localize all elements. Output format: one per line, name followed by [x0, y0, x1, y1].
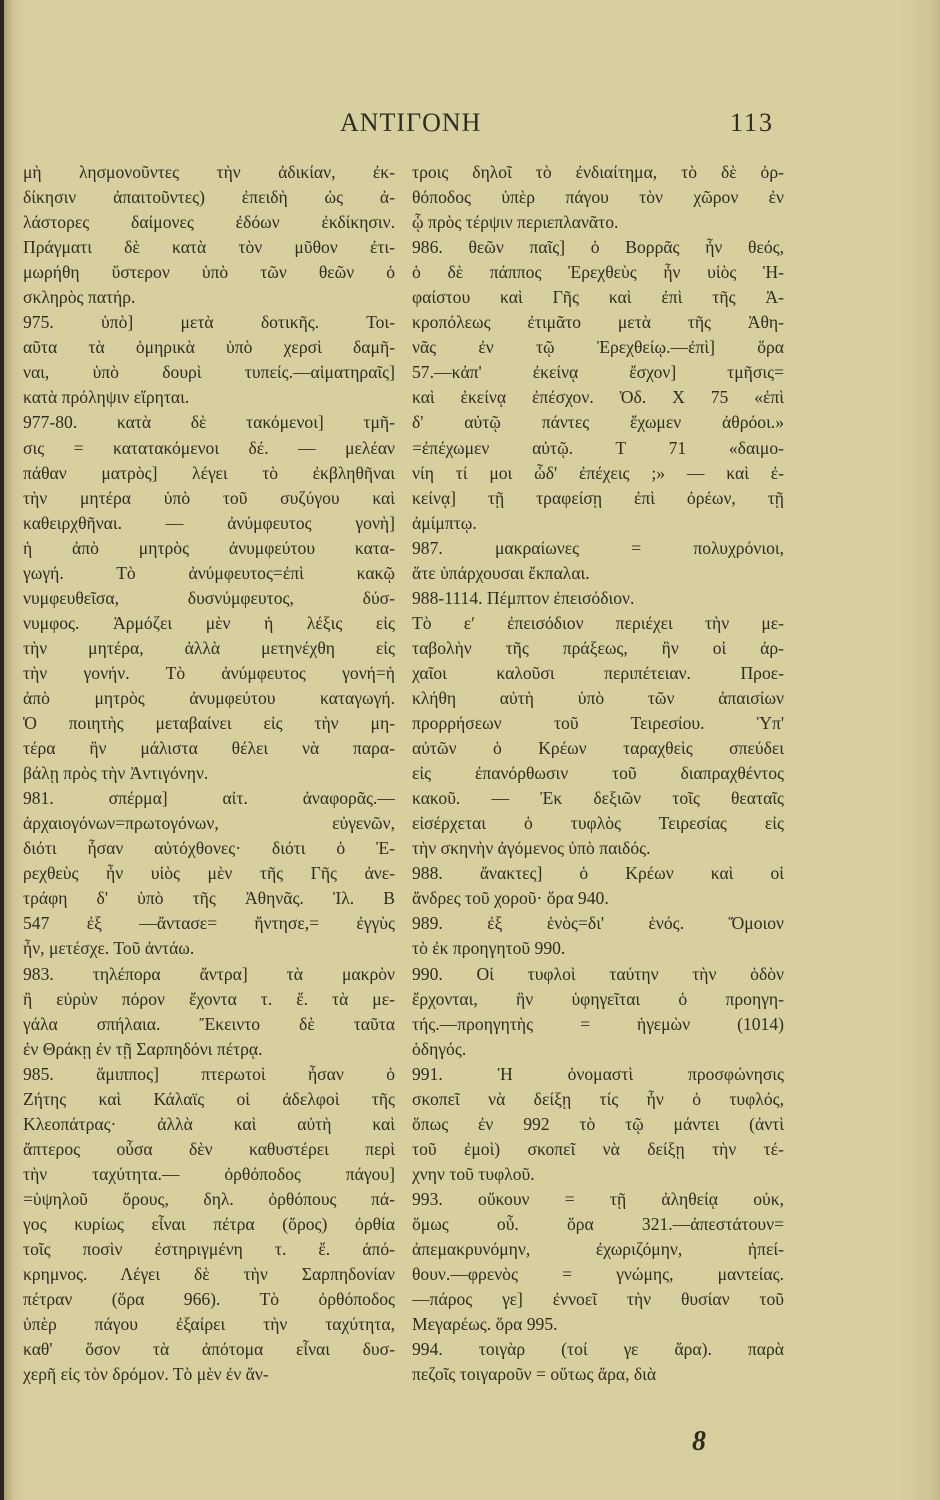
- text-line: ἄπτερος οὖσα δὲν καθυστέρει περὶ: [23, 1138, 395, 1159]
- text-line: νυμφευθεῖσα, δυσνύμφευτος, δύσ-: [23, 587, 395, 608]
- text-line: =ὑψηλοῦ ὄρους, δηλ. ὀρθόπους πά-: [23, 1188, 395, 1209]
- text-line: 547 ἐξ —ἄντασε= ἤντησε,= ἐγγὺς: [23, 913, 395, 934]
- text-line: κακοῦ. — Ἐκ δεξιῶν τοῖς θεαταῖς: [412, 788, 784, 809]
- text-line: πάθαν ματρὸς] λέγει τὸ ἐκβληθῆναι: [23, 462, 395, 483]
- text-line: τοῦ ἐμοὶ) σκοπεῖ νὰ δείξῃ τὴν τέ-: [412, 1138, 784, 1159]
- text-line: ἀρχαιογόνων=πρωτογόνων, εὐγενῶν,: [23, 813, 395, 834]
- text-line: καθ' ὅσον τὰ ἀπότομα εἶναι δυσ-: [23, 1339, 395, 1360]
- text-line: Ὁ ποιητὴς μεταβαίνει εἰς τὴν μη-: [23, 713, 395, 734]
- text-line: ναι, ὑπὸ δουρὶ τυπείς.—αἱματηραῖς]: [23, 362, 395, 383]
- text-line: αῦτα τὰ ὁμηρικὰ ὑπὸ χερσὶ δαμῆ-: [23, 337, 395, 358]
- text-line: 988-1114. Πέμπτον ἐπεισόδιον.: [412, 587, 635, 608]
- text-line: γος κυρίως εἶναι πέτρα (ὄρος) ὀρθία: [23, 1213, 395, 1234]
- text-line: θόποδος ὑπὲρ πάγου τὸν χῶρον ἐν: [412, 187, 784, 208]
- text-line: 989. ἐξ ἑνὸς=δι' ἑνός. Ὅμοιον: [412, 913, 784, 934]
- text-line: βάλῃ πρὸς τὴν Ἀντιγόνην.: [23, 763, 209, 784]
- running-title: ΑΝΤΙΓΟΝΗ: [340, 108, 482, 137]
- text-line: 981. σπέρμα] αἰτ. ἀναφορᾶς.—: [23, 788, 395, 809]
- text-line: ἔρχονται, ἣν ὑφηγεῖται ὁ προηγη-: [412, 988, 784, 1009]
- text-line: 993. οὔκουν = τῇ ἀληθείᾳ οὐκ,: [412, 1188, 784, 1209]
- text-line: 991. Ἡ ὀνομαστὶ προσφώνησις: [412, 1063, 784, 1084]
- text-line: 988. ἄνακτες] ὁ Κρέων καὶ οἱ: [412, 863, 784, 884]
- text-line: 975. ὑπὸ] μετὰ δοτικῆς. Τοι-: [23, 312, 395, 333]
- text-line: 985. ἅμιππος] πτερωτοὶ ἦσαν ὁ: [23, 1063, 395, 1084]
- text-line: προρρήσεων τοῦ Τειρεσίου. Ὑπ': [412, 713, 784, 734]
- text-line: λάστορες δαίμονες ἐδόων ἐκδίκησιν.: [23, 212, 395, 233]
- text-line: 987. μακραίωνες = πολυχρόνιοι,: [412, 537, 784, 558]
- text-line: 977-80. κατὰ δὲ τακόμενοι] τμῆ-: [23, 412, 395, 433]
- text-line: καθειρχθῆναι. — ἀνύμφευτος γονὴ]: [23, 512, 395, 533]
- text-line: ἀπὸ μητρὸς ἀνυμφεύτου καταγωγή.: [23, 687, 395, 708]
- text-line: σις = κατατακόμενοι δέ. — μελέαν: [23, 437, 395, 458]
- text-line: νίη τί μοι ὧδ' ἐπέχεις ;» — καὶ ἐ-: [412, 462, 784, 483]
- text-line: μωρήθη ὕστερον ὑπὸ τῶν θεῶν ὁ: [23, 262, 395, 283]
- text-line: χερῆ εἰς τὸν δρόμον. Τὸ μὲν ἐν ἄν-: [23, 1364, 269, 1385]
- text-line: εἰσέρχεται ὁ τυφλὸς Τειρεσίας εἰς: [412, 813, 784, 834]
- text-line: χνην τοῦ τυφλοῦ.: [412, 1163, 535, 1184]
- text-line: εἰς ἐπανόρθωσιν τοῦ διαπραχθέντος: [412, 763, 784, 784]
- text-line: 57.—κἀπ' ἐκείνᾳ ἔσχον] τμῆσις=: [412, 362, 784, 383]
- text-line: σκοπεῖ νὰ δείξῃ τίς ἦν ὁ τυφλός,: [412, 1088, 784, 1109]
- text-line: ταβολὴν τῆς πράξεως, ἣν οἱ ἀρ-: [412, 637, 784, 658]
- text-line: σκληρὸς πατήρ.: [23, 287, 136, 308]
- text-line: πεζοῖς τοιγαροῦν = οὕτως ἄρα, διὰ: [412, 1364, 657, 1385]
- text-line: κροπόλεως ἐτιμᾶτο μετὰ τῆς Ἀθη-: [412, 312, 784, 333]
- text-line: αὐτῶν ὁ Κρέων ταραχθεὶς σπεύδει: [412, 738, 784, 759]
- text-line: ρεχθεὺς ἦν υἱὸς μὲν τῆς Γῆς ἀνε-: [23, 863, 395, 884]
- text-line: ᾧ πρὸς τέρψιν περιεπλανᾶτο.: [412, 212, 619, 233]
- left-column: [23, 160, 395, 1387]
- text-line: Κλεοπάτρας· ἀλλὰ καὶ αὐτὴ καὶ: [23, 1113, 395, 1134]
- text-line: τράφη δ' ὑπὸ τῆς Ἀθηνᾶς. Ἰλ. Β: [23, 888, 395, 909]
- text-line: ὑπὲρ πάγου ἐξαίρει τὴν ταχύτητα,: [23, 1314, 395, 1335]
- text-line: ὅμως οὖ. ὅρα 321.—ἀπεστάτουν=: [412, 1213, 784, 1234]
- text-line: μὴ λησμονοῦντες τὴν ἀδικίαν, ἐκ-: [23, 162, 395, 182]
- text-line: —πάρος γε] ἐννοεῖ τὴν θυσίαν τοῦ: [412, 1289, 784, 1310]
- text-line: ἦν, μετέσχε. Τοῦ ἀντάω.: [23, 938, 195, 959]
- text-line: ὁ δὲ πάππος Ἐρεχθεὺς ἦν υἱὸς Ἡ-: [412, 262, 784, 283]
- text-line: 986. θεῶν παῖς] ὁ Βορρᾶς ἦν θεός,: [412, 237, 784, 258]
- page-number: 113: [730, 108, 775, 137]
- text-line: θουν.—φρενὸς = γνώμης, μαντείας.: [412, 1264, 784, 1285]
- running-head: [0, 108, 940, 142]
- text-line: κείνᾳ] τῇ τραφείσῃ ἐπὶ ὀρέων, τῇ: [412, 487, 784, 508]
- signature-mark: 8: [692, 1426, 706, 1457]
- text-line: φαίστου καὶ Γῆς καὶ ἐπὶ τῆς Ἀ-: [412, 287, 784, 308]
- text-line: τὴν μητέρα ὑπὸ τοῦ συζύγου καὶ: [23, 487, 395, 508]
- text-line: ἐν Θράκῃ ἐν τῇ Σαρπηδόνι πέτρᾳ.: [23, 1038, 263, 1059]
- text-line: καὶ ἐκείνᾳ ἐπέσχον. Ὀδ. Χ 75 «ἐπὶ: [412, 387, 784, 408]
- text-line: πέτραν (ὅρα 966). Τὸ ὀρθόποδος: [23, 1289, 395, 1310]
- text-line: τὴν μητέρα, ἀλλὰ μετηνέχθη εἰς: [23, 637, 395, 658]
- text-line: διότι ἦσαν αὐτόχθονες· διότι ὁ Ἐ-: [23, 838, 395, 859]
- right-column: [412, 160, 784, 1387]
- text-line: κλήθη αὐτὴ ὑπὸ τῶν ἀπαισίων: [412, 687, 784, 708]
- text-line: τής.—προηγητὴς = ἡγεμὼν (1014): [412, 1013, 784, 1034]
- text-line: ἡ ἀπὸ μητρὸς ἀνυμφεύτου κατα-: [23, 537, 395, 558]
- text-line: τὸ ἐκ προηγητοῦ 990.: [412, 938, 566, 959]
- text-line: Μεγαρέως. ὅρα 995.: [412, 1314, 558, 1335]
- text-line: Πράγματι δὲ κατὰ τὸν μῦθον ἐτι-: [23, 237, 395, 258]
- text-line: τροις δηλοῖ τὸ ἐνδιαίτημα, τὸ δὲ ὀρ-: [412, 162, 784, 182]
- text-line: 994. τοιγὰρ (τοί γε ἄρα). παρὰ: [412, 1339, 784, 1360]
- text-line: ὁδηγός.: [412, 1038, 467, 1059]
- text-line: τοῖς ποσὶν ἐστηριγμένη τ. ἔ. ἀπό-: [23, 1239, 395, 1260]
- text-line: κατὰ πρόληψιν εἴρηται.: [23, 387, 190, 408]
- text-line: νυμφος. Ἁρμόζει μὲν ἡ λέξις εἰς: [23, 612, 395, 633]
- text-line: Ζήτης καὶ Κάλαϊς οἱ ἀδελφοὶ τῆς: [23, 1088, 395, 1109]
- text-line: κρημνος. Λέγει δὲ τὴν Σαρπηδονίαν: [23, 1264, 395, 1285]
- text-line: τὴν σκηνὴν ἀγόμενος ὑπὸ παιδός.: [412, 838, 651, 859]
- text-line: τὴν ταχύτητα.— ὀρθόποδος πάγου]: [23, 1163, 395, 1184]
- text-line: ἀπεμακρυνόμην, ἐχωριζόμην, ἠπεί-: [412, 1239, 784, 1260]
- text-line: δίκησιν ἀπαιτοῦντες) ἐπειδὴ ὡς ἀ-: [23, 187, 395, 208]
- text-line: 983. τηλέπορα ἄντρα] τὰ μακρὸν: [23, 963, 395, 984]
- text-line: =ἐπέχωμεν αὐτῷ. Τ 71 «δαιμο-: [412, 437, 784, 458]
- text-line: ἢ εὐρὺν πόρον ἔχοντα τ. ἔ. τὰ με-: [23, 988, 395, 1009]
- text-line: ἅτε ὑπάρχουσαι ἔκπαλαι.: [412, 562, 590, 583]
- text-line: ἀμίμπτῳ.: [412, 512, 477, 533]
- text-line: γωγή. Τὸ ἀνύμφευτος=ἐπὶ κακῷ: [23, 562, 395, 583]
- text-line: γάλα σπήλαια. Ἔκειντο δὲ ταῦτα: [23, 1013, 395, 1034]
- text-line: ὅπως ἐν 992 τὸ τῷ μάντει (ἀντὶ: [412, 1113, 784, 1134]
- text-line: ἄνδρες τοῦ χοροῦ· ὅρα 940.: [412, 888, 609, 909]
- text-line: Τὸ εʹ ἐπεισόδιον περιέχει τὴν με-: [412, 612, 784, 633]
- text-line: τὴν γονήν. Τὸ ἀνύμφευτος γονή=ἡ: [23, 662, 395, 683]
- page-edge-shadow: [0, 0, 4, 1500]
- text-line: χαῖοι καλοῦσι περιπέτειαν. Προε-: [412, 662, 784, 683]
- text-line: 990. Οἱ τυφλοὶ ταύτην τὴν ὁδὸν: [412, 963, 784, 984]
- text-line: νᾶς ἐν τῷ Ἐρεχθείῳ.—ἐπὶ] ὅρα: [412, 337, 784, 358]
- text-line: δ' αὐτῷ πάντες ἔχωμεν ἀθρόοι.»: [412, 412, 784, 433]
- text-line: τέρα ἣν μάλιστα θέλει νὰ παρα-: [23, 738, 395, 759]
